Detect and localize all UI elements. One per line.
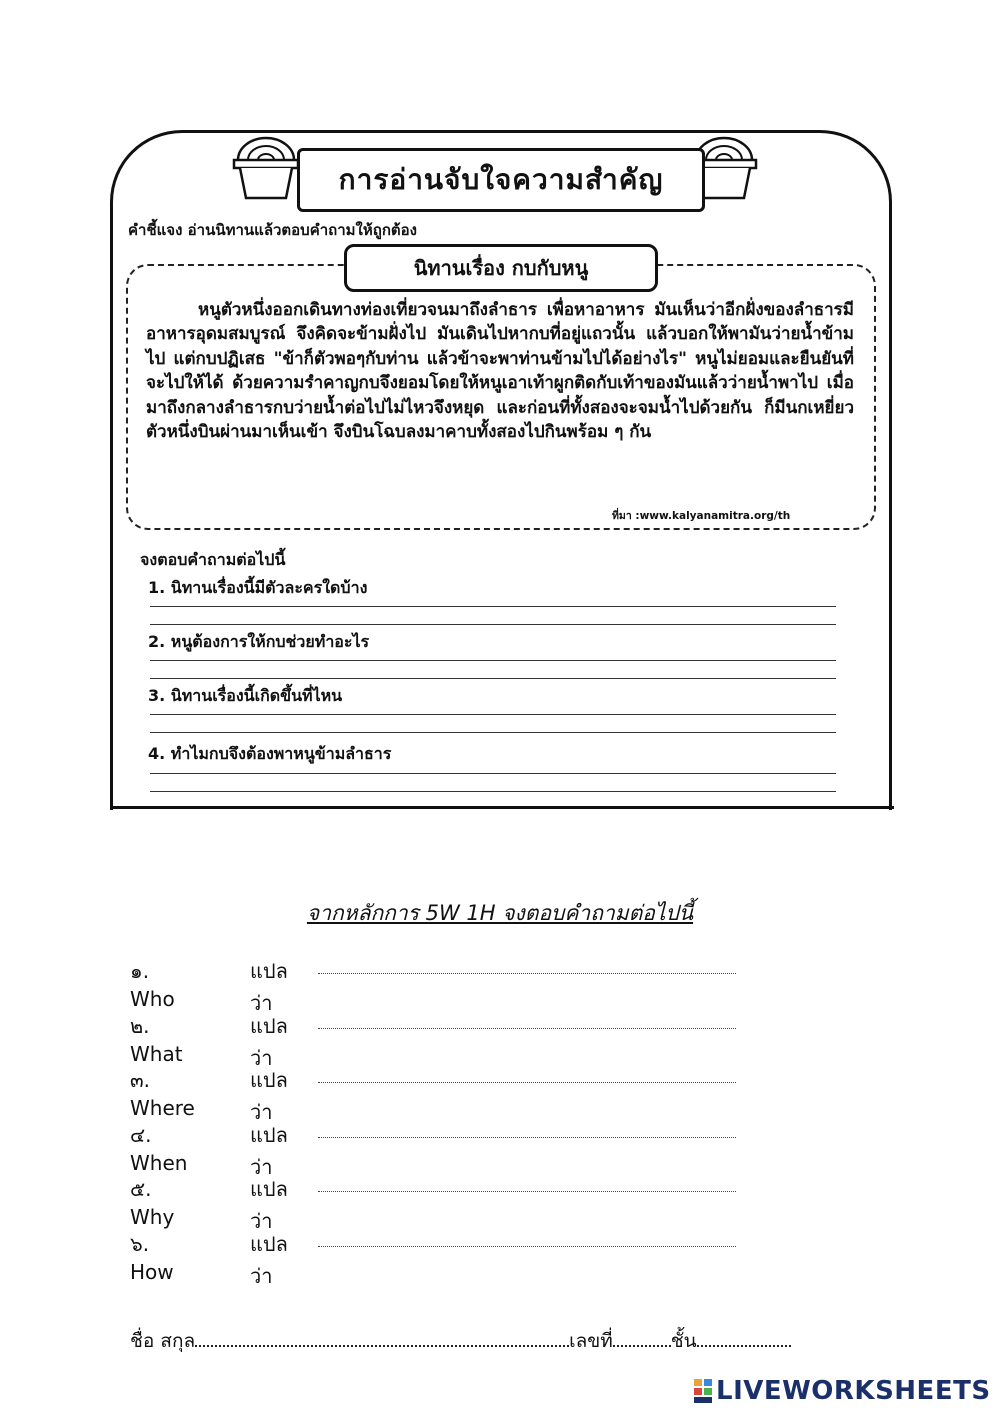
student-info-line (130, 1326, 791, 1356)
row-label: ๓. Where (130, 1068, 195, 1120)
question-4: 4. ทำไมกบจึงต้องพาหนูข้ามลำธาร (148, 744, 392, 763)
story-title: นิทานเรื่อง กบกับหนู (344, 244, 658, 292)
liveworksheets-logo (694, 1376, 991, 1406)
basket-icon (230, 130, 302, 200)
brand-name: LIVEWORKSHEETS (716, 1376, 991, 1406)
meaning-label: แปลว่า (250, 1068, 288, 1124)
number-field[interactable] (613, 1329, 671, 1347)
row-label: ๒. What (130, 1014, 183, 1066)
question-3: 3. นิทานเรื่องนี้เกิดขึ้นที่ไหน (148, 686, 343, 705)
answer-line[interactable] (318, 1191, 736, 1192)
name-field[interactable] (195, 1329, 569, 1347)
answer-line[interactable] (150, 714, 836, 715)
class-label: ชั้น (670, 1330, 697, 1352)
section-5w-heading: จากหลักการ 5W 1H จงตอบคำถามต่อไปนี้ (306, 901, 694, 925)
row-label: ๔. When (130, 1123, 188, 1175)
answer-line[interactable] (318, 1246, 736, 1247)
answer-line[interactable] (318, 1137, 736, 1138)
answer-line[interactable] (150, 791, 836, 792)
questions-header: จงตอบคำถามต่อไปนี้ (140, 550, 286, 569)
liveworksheets-icon (694, 1379, 712, 1403)
meaning-label: แปลว่า (250, 1123, 288, 1179)
answer-line[interactable] (150, 660, 836, 661)
row-label: ๕. Why (130, 1177, 175, 1229)
answer-line[interactable] (150, 678, 836, 679)
story-quote: "ข้าก็ตัวพอๆกับท่าน แล้วข้าจะพาท่านข้ามไปได้อย่างไร" (273, 348, 687, 369)
question-2: 2. หนูต้องการให้กบช่วยทำอะไร (148, 632, 370, 651)
row-label: ๑. Who (130, 959, 175, 1011)
answer-line[interactable] (150, 624, 836, 625)
answer-line[interactable] (318, 1082, 736, 1083)
instruction-text: คำชี้แจง อ่านนิทานแล้วตอบคำถามให้ถูกต้อง (128, 221, 417, 239)
worksheet-frame-bottom (110, 806, 894, 809)
number-label: เลขที่ (569, 1330, 613, 1352)
source-citation: ที่มา :www.kalyanamitra.org/th (612, 510, 791, 522)
answer-line[interactable] (150, 732, 836, 733)
meaning-label: แปลว่า (250, 1014, 288, 1070)
answer-line[interactable] (318, 1028, 736, 1029)
meaning-label: แปลว่า (250, 1232, 288, 1288)
question-1: 1. นิทานเรื่องนี้มีตัวละครใดบ้าง (148, 578, 368, 597)
story-text (146, 298, 854, 444)
meaning-label: แปลว่า (250, 959, 288, 1015)
story-part-2: หนูไม่ยอมและยืนยันที่จะไปให้ได้ ด้วยความรำคาญกบจึงยอมโดยให้หนูเอาเท้าผูกติดกับเท้าของมันแล้วว่ายน้ำพาไป เมื่อมาถึงกลางลำธารกบว่ายน้ำต่อไปไม่ไหวจึงหยุด และก่อนที่ทั้งสองจะจมน้ำไปด้วยกัน ก็มีนกเหยี่ยวตัวหนึ่งบินผ่านมาเห็นเข้า จึงบินโฉบลงมาคาบทั้งสองไปกินพร้อม ๆ กัน (146, 348, 854, 443)
row-label: ๖. How (130, 1232, 174, 1284)
answer-line[interactable] (150, 606, 836, 607)
name-label: ชื่อ สกุล (130, 1330, 196, 1352)
worksheet-title: การอ่านจับใจความสำคัญ (297, 148, 705, 212)
answer-line[interactable] (318, 973, 736, 974)
meaning-label: แปลว่า (250, 1177, 288, 1233)
answer-line[interactable] (150, 773, 836, 774)
story-part-1: หนูตัวหนึ่งออกเดินทางท่องเที่ยวจนมาถึงลำธาร เพื่อหาอาหาร มันเห็นว่าอีกฝั่งของลำธารมีอาหารอุดมสมบูรณ์ จึงคิดจะข้ามฝั่งไป มันเดินไปหากบที่อยู่แถวนั้น แล้วบอกให้พามันว่ายน้ำข้ามไป แต่กบปฏิเสธ (146, 300, 854, 369)
class-field[interactable] (697, 1329, 791, 1347)
